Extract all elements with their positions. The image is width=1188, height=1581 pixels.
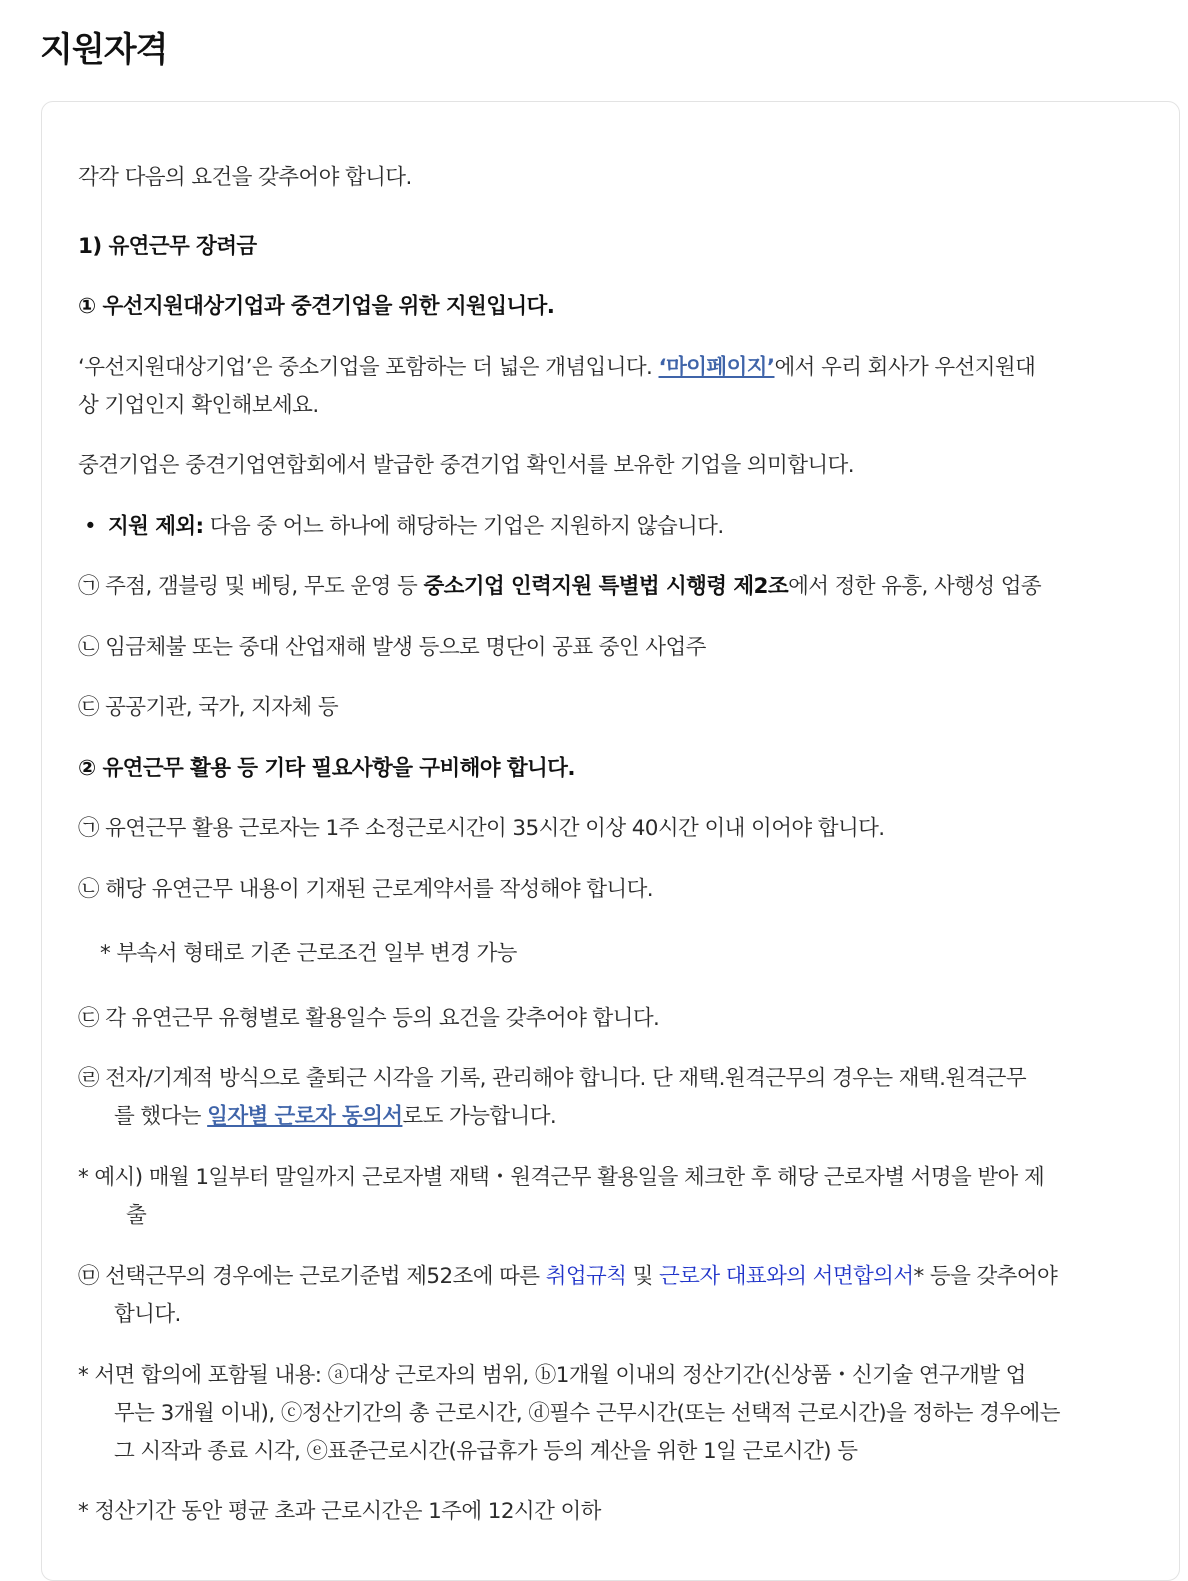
- requirement-2-d-line2: [114, 1098, 556, 1136]
- exclusion-2: ㉡ 임금체불 또는 중대 산업재해 발생 등으로 명단이 공표 중인 사업주: [78, 635, 706, 660]
- requirement-2-b: ㉡ 해당 유연근무 내용이 기재된 근로계약서를 작성해야 합니다.: [78, 877, 654, 902]
- exclusion-1-text: ㉠ 주점, 갬블링 및 베팅, 무도 운영 등: [78, 574, 424, 599]
- requirement-2-b-note: * 부속서 형태로 기존 근로조건 일부 변경 가능: [100, 941, 517, 966]
- requirement-2-e: [78, 1258, 1057, 1296]
- requirement-2-e-text: ㉤ 선택근무의 경우에는 근로기준법 제52조에 따른: [78, 1264, 546, 1289]
- daily-consent-form-link[interactable]: 일자별 근로자 동의서: [207, 1104, 403, 1129]
- exclusion-label: 지원 제외:: [108, 514, 204, 539]
- requirement-2-e-line2: 합니다.: [114, 1302, 181, 1327]
- requirement-2-d-example-line2: 출: [126, 1203, 147, 1228]
- requirement-2-d-text: 를 했다는: [114, 1104, 208, 1129]
- requirement-1-heading: ① 우선지원대상기업과 중견기업을 위한 지원입니다.: [78, 294, 555, 319]
- exclusion-3: ㉢ 공공기관, 국가, 지자체 등: [78, 695, 338, 720]
- midsize-company-paragraph: 중견기업은 중견기업연합회에서 발급한 중견기업 확인서를 보유한 기업을 의미합니다.: [78, 453, 854, 478]
- mypage-link[interactable]: ‘마이페이지’: [658, 355, 775, 380]
- priority-company-text: ‘우선지원대상기업’은 중소기업을 포함하는 더 넓은 개념입니다.: [78, 355, 659, 380]
- exclusion-item: [78, 508, 724, 546]
- bullet-icon: •: [84, 514, 97, 539]
- priority-company-text-cont: 에서 우리 회사가 우선지원대: [774, 355, 1036, 380]
- priority-company-paragraph: [78, 349, 1035, 387]
- agreement-contents-note: * 서면 합의에 포함될 내용: ⓐ대상 근로자의 범위, ⓑ1개월 이내의 정산기간(신상품・신기술 연구개발 업: [78, 1363, 1026, 1388]
- agreement-contents-note-line3: 그 시작과 종료 시각, ⓔ표준근로시간(유급휴가 등의 계산을 위한 1일 근로시간) 등: [114, 1439, 858, 1464]
- requirement-2-heading: ② 유연근무 활용 등 기타 필요사항을 구비해야 합니다.: [78, 756, 575, 781]
- exclusion-1-text-cont: 에서 정한 유흥, 사행성 업종: [788, 574, 1042, 599]
- intro-text: 각각 다음의 요건을 갖추어야 합니다.: [78, 165, 412, 190]
- work-rules-link[interactable]: 취업규칙: [545, 1264, 627, 1289]
- exclusion-1-law: 중소기업 인력지원 특별법 시행령 제2조: [423, 574, 789, 599]
- requirement-2-e-text-cont: * 등을 갖추어야: [913, 1264, 1058, 1289]
- requirement-2-d-text-cont: 로도 가능합니다.: [402, 1104, 557, 1129]
- requirement-2-a: ㉠ 유연근무 활용 근로자는 1주 소정근로시간이 35시간 이상 40시간 이내 이어야 합니다.: [78, 816, 885, 841]
- priority-company-paragraph-line2: 상 기업인지 확인해보세요.: [78, 393, 319, 418]
- overtime-limit-note: * 정산기간 동안 평균 초과 근로시간은 1주에 12시간 이하: [78, 1499, 601, 1524]
- requirement-2-d-example: * 예시) 매월 1일부터 말일까지 근로자별 재택・원격근무 활용일을 체크한 후 해당 근로자별 서명을 받아 제: [78, 1165, 1045, 1190]
- requirement-2-e-and: 및: [626, 1264, 660, 1289]
- written-agreement-link[interactable]: 근로자 대표와의 서면합의서: [659, 1264, 914, 1289]
- requirement-2-c: ㉢ 각 유연근무 유형별로 활용일수 등의 요건을 갖추어야 합니다.: [78, 1006, 660, 1031]
- exclusion-text: 다음 중 어느 하나에 해당하는 기업은 지원하지 않습니다.: [203, 514, 724, 539]
- agreement-contents-note-line2: 무는 3개월 이내), ⓒ정산기간의 총 근로시간, ⓓ필수 근무시간(또는 선택적 근로시간)을 정하는 경우에는: [114, 1401, 1060, 1426]
- section-title: 1) 유연근무 장려금: [78, 234, 257, 259]
- page-title: 지원자격: [40, 30, 168, 70]
- exclusion-1: [78, 568, 1041, 606]
- requirement-2-d: ㉣ 전자/기계적 방식으로 출퇴근 시각을 기록, 관리해야 합니다. 단 재택.원격근무의 경우는 재택.원격근무: [78, 1066, 1026, 1091]
